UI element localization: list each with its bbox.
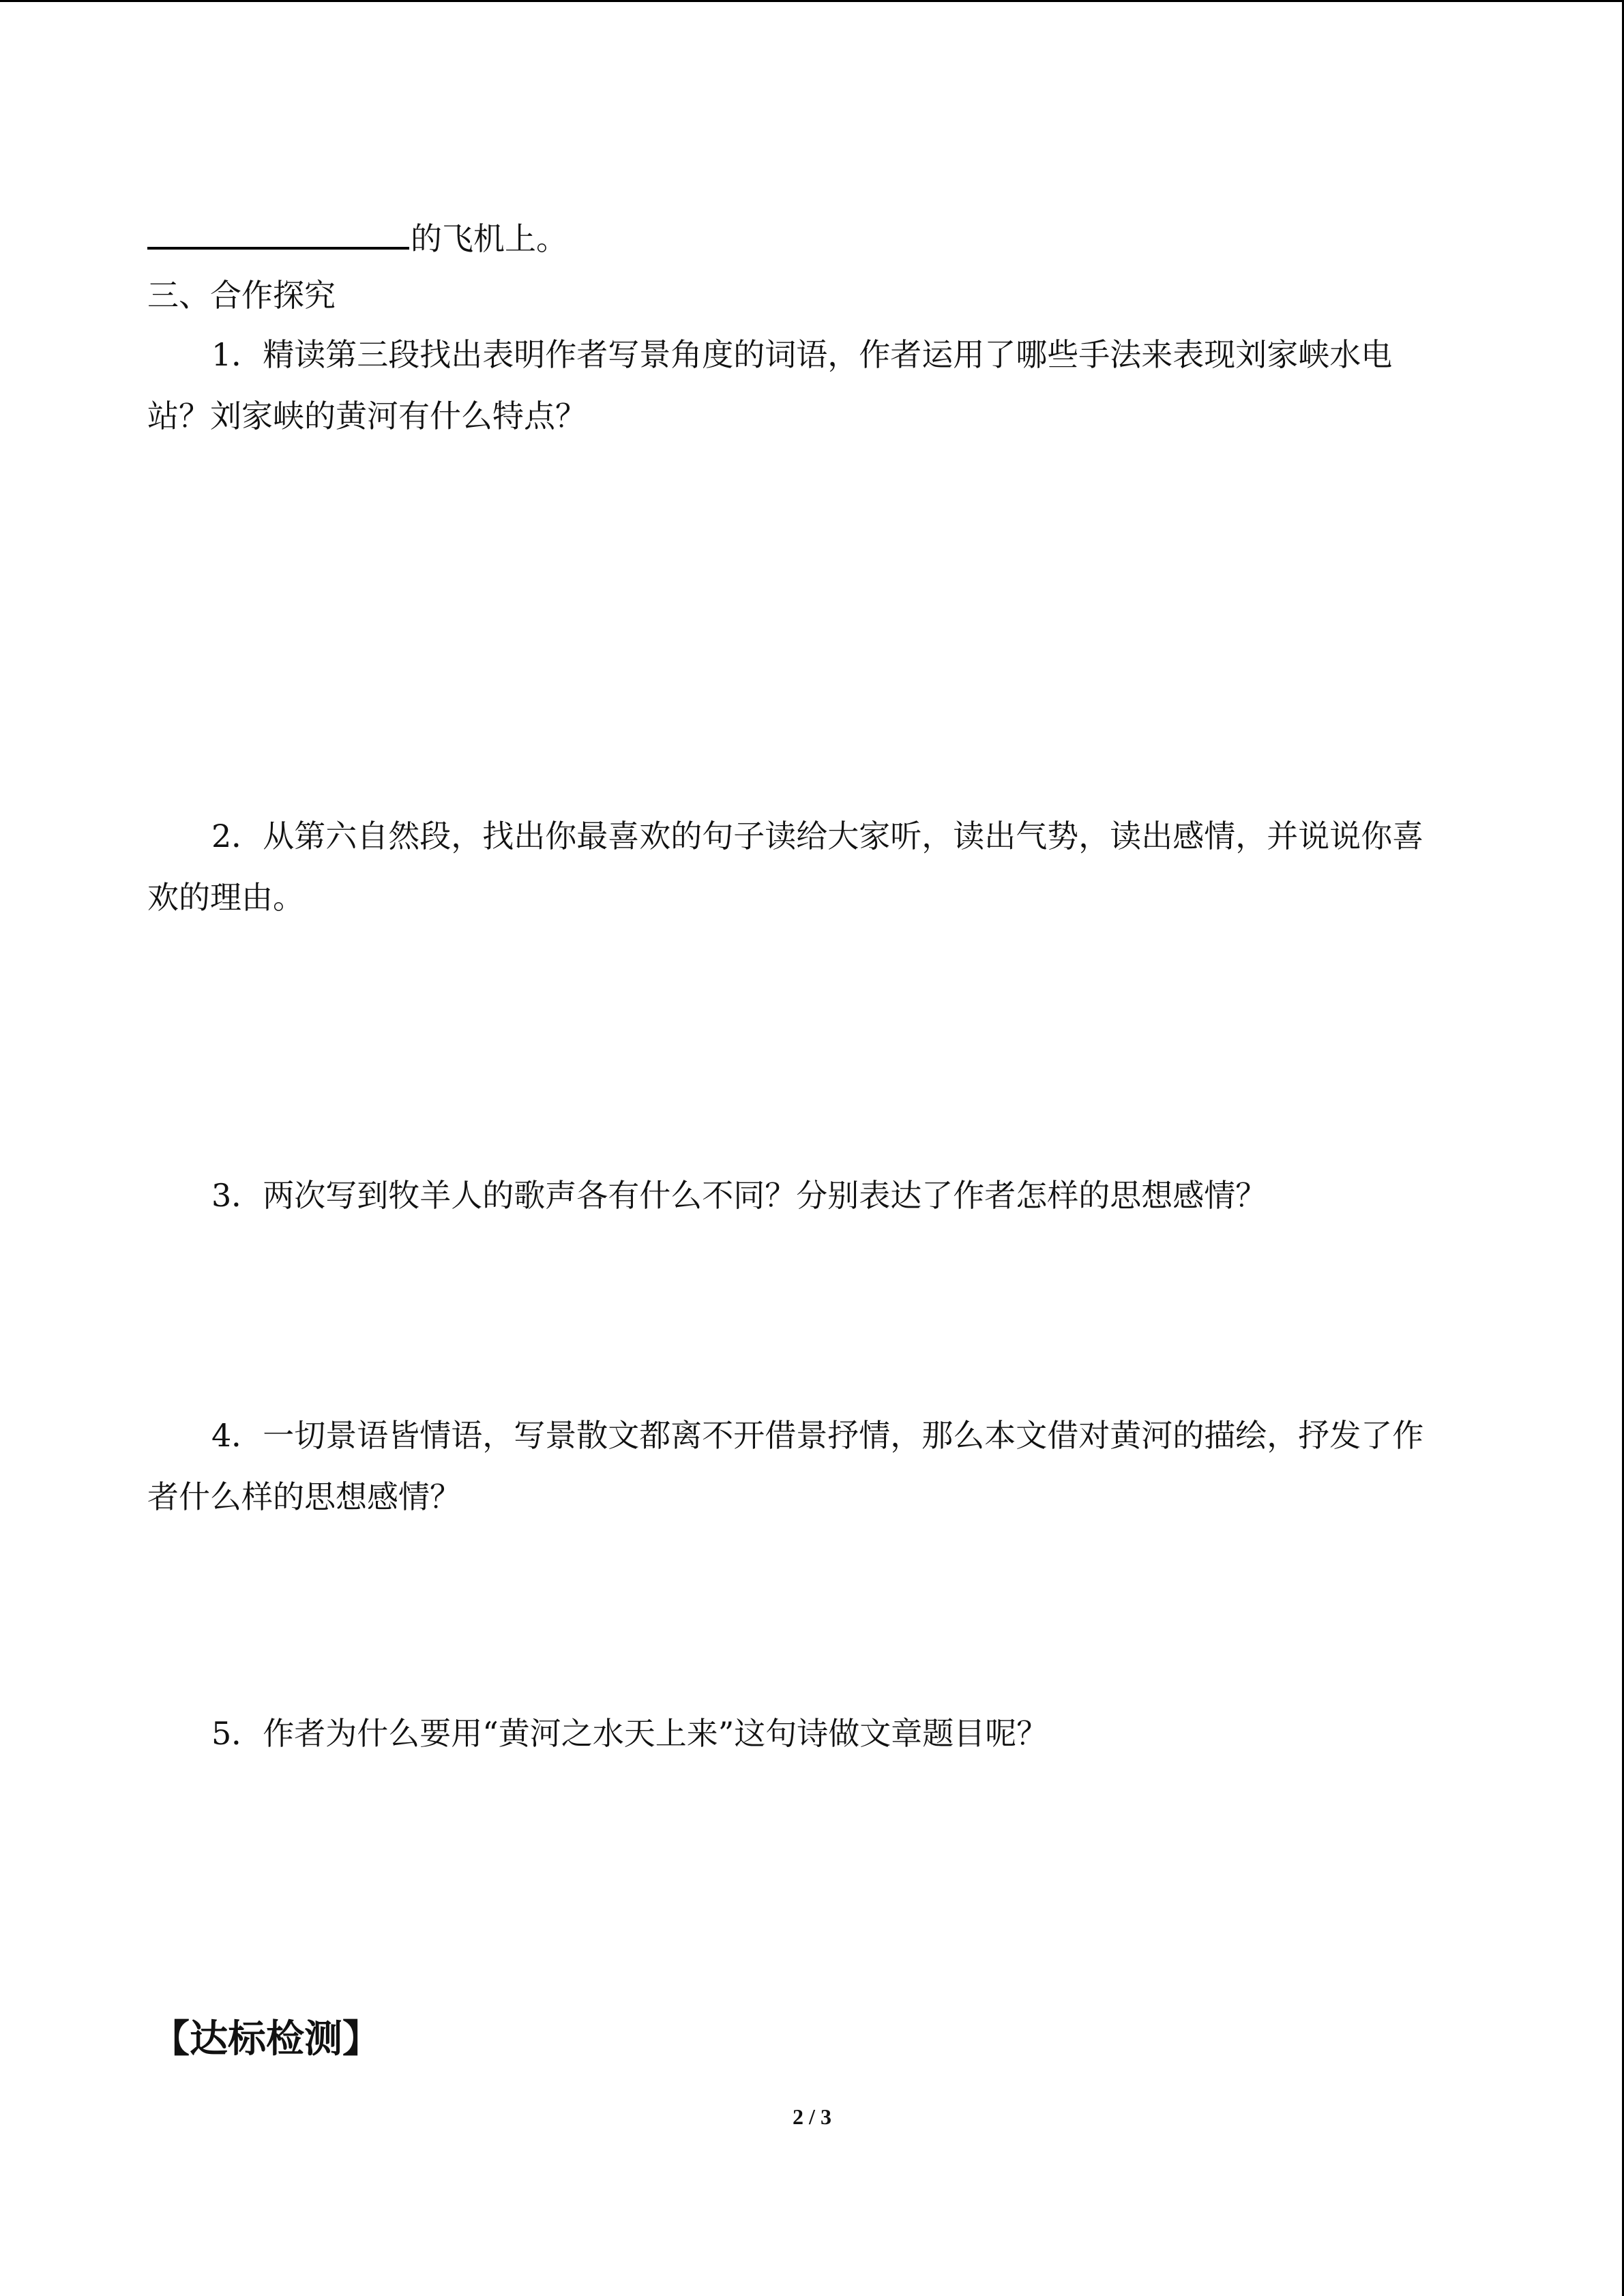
assessment-heading: 【达标检测】 — [151, 2016, 381, 2061]
question-4-line-2: 者什么样的思想感情？ — [147, 1478, 461, 1515]
question-1-line-2: 站？刘家峡的黄河有什么特点？ — [147, 398, 587, 434]
question-3-line-1: 3．两次写到牧羊人的歌声各有什么不同？分别表达了作者怎样的思想感情？ — [211, 1177, 1267, 1214]
fill-blank-suffix: 的飞机上。 — [411, 220, 567, 257]
question-4-line-1: 4．一切景语皆情语，写景散文都离不开借景抒情，那么本文借对黄河的描绘，抒发了作 — [211, 1417, 1424, 1454]
fill-blank-line — [147, 215, 567, 259]
question-5-line-1: 5．作者为什么要用“黄河之水天上来”这句诗做文章题目呢？ — [211, 1715, 1048, 1752]
question-1-line-1: 1．精读第三段找出表明作者写景角度的词语，作者运用了哪些手法来表现刘家峡水电 — [211, 336, 1393, 373]
section-title: 三、合作探究 — [147, 277, 336, 314]
answer-blank[interactable] — [147, 215, 409, 250]
page-number: 2 / 3 — [793, 2104, 831, 2129]
question-2-line-1: 2．从第六自然段，找出你最喜欢的句子读给大家听，读出气势，读出感情，并说说你喜 — [211, 818, 1424, 854]
question-2-line-2: 欢的理由。 — [147, 879, 304, 916]
